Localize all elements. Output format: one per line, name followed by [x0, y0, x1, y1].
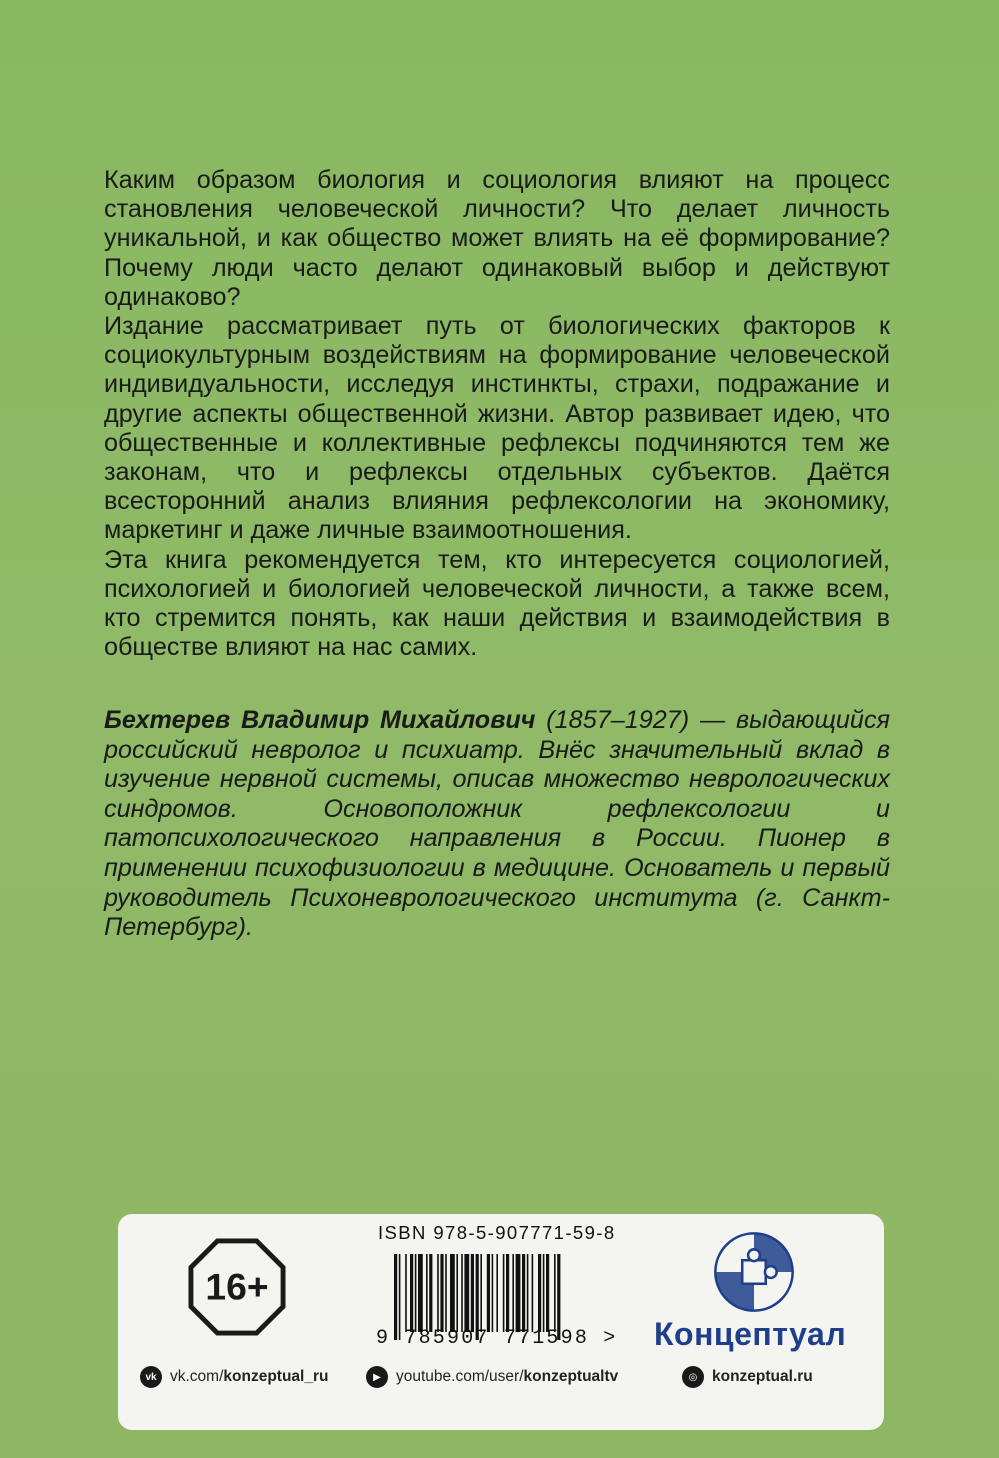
barcode-bar	[426, 1254, 428, 1332]
barcode-bar	[464, 1254, 469, 1332]
barcode-bar	[437, 1254, 439, 1332]
annotation-paragraph-1: Каким образом биология и социология влияют на процесс становления человеческой личности? Что делает личность уникальной, и как общество может влиять на её формирование? Почему люди часто делают одинаковый выбор и действуют одинаково?	[104, 166, 890, 311]
barcode-bar	[496, 1254, 498, 1332]
barcode-bar	[512, 1254, 514, 1332]
author-name: Бехтерев Владимир Михайлович	[104, 706, 536, 734]
barcode-bar	[456, 1254, 458, 1332]
barcode-bar	[503, 1254, 505, 1332]
barcode-bar	[440, 1254, 443, 1332]
barcode-bar	[405, 1254, 407, 1332]
barcode-bar	[410, 1254, 413, 1332]
barcode-bar	[516, 1254, 521, 1332]
barcode-bar	[506, 1254, 509, 1332]
vk-icon: vk	[140, 1366, 162, 1388]
youtube-link-prefix: youtube.com/user/	[396, 1368, 524, 1385]
author-bio	[104, 706, 890, 943]
annotation-paragraph-3: Эта книга рекомендуется тем, кто интересуется социологией, психологией и биологией человеческой личности, а также всем, кто стремится понять, как наши действия и взаимодействия в обществе влияют на нас самих.	[104, 545, 890, 662]
barcode-bar	[522, 1254, 525, 1332]
age-rating-icon	[188, 1238, 286, 1336]
website-link[interactable]	[682, 1366, 813, 1388]
barcode-bar	[480, 1254, 482, 1332]
barcode-bar	[445, 1254, 447, 1332]
barcode-bar	[487, 1254, 490, 1332]
barcode-bar	[418, 1254, 423, 1332]
barcode-bar	[546, 1254, 549, 1332]
social-links	[140, 1366, 870, 1396]
barcode-bar	[450, 1254, 455, 1332]
barcode-bar	[532, 1254, 534, 1332]
barcode-bar	[543, 1254, 545, 1332]
youtube-icon: ▶	[366, 1366, 388, 1388]
website-link-domain: konzeptual.ru	[712, 1368, 813, 1385]
vk-link-prefix: vk.com/	[170, 1368, 224, 1385]
youtube-link-handle: konzeptualtv	[523, 1368, 619, 1385]
barcode-bar	[538, 1254, 541, 1332]
age-rating-label: 16+	[205, 1265, 269, 1308]
barcode-digits: 9 785907 771598 >	[376, 1327, 618, 1350]
barcode-bar	[527, 1254, 529, 1332]
publisher-name: Концептуал	[654, 1316, 847, 1352]
barcode-bar	[471, 1254, 474, 1332]
vk-link-handle: konzeptual_ru	[223, 1368, 329, 1385]
publisher-logo-icon	[712, 1230, 796, 1314]
author-bio-text: (1857–1927) — выдающийся российский невролог и психиатр. Внёс значительный вклад в изучение нервной системы, описав множество неврологических синдромов. Основоположник рефлексологии и патопсихологического направления в России. Пионер в применении психофизиологии в медицине. Основатель и первый руководитель Психоневрологического института (г. Санкт-Петербург).	[104, 706, 890, 942]
barcode-bar	[461, 1254, 463, 1332]
annotation-paragraph-2: Издание рассматривает путь от биологических факторов к социокультурным воздействиям на формирование человеческой индивидуальности, исследуя инстинкты, страхи, подражание и другие аспекты общественной жизни. Автор развивает идею, что общественные и коллективные рефлексы подчиняются тем же законам, что и рефлексы отдельных субъектов. Даётся всесторонний анализ влияния рефлексологии на экономику, маркетинг и даже личные взаимоотношения.	[104, 312, 890, 545]
info-panel	[118, 1214, 884, 1430]
annotation-text	[104, 166, 890, 662]
barcode-bar	[415, 1254, 417, 1332]
isbn-label: ISBN 978-5-907771-59-8	[378, 1222, 616, 1243]
barcode-bar	[492, 1254, 494, 1332]
youtube-link[interactable]	[366, 1366, 618, 1388]
barcode-bar	[554, 1254, 556, 1332]
barcode-bar	[429, 1254, 432, 1332]
globe-icon: ◎	[682, 1366, 704, 1388]
vk-link[interactable]	[140, 1366, 328, 1388]
